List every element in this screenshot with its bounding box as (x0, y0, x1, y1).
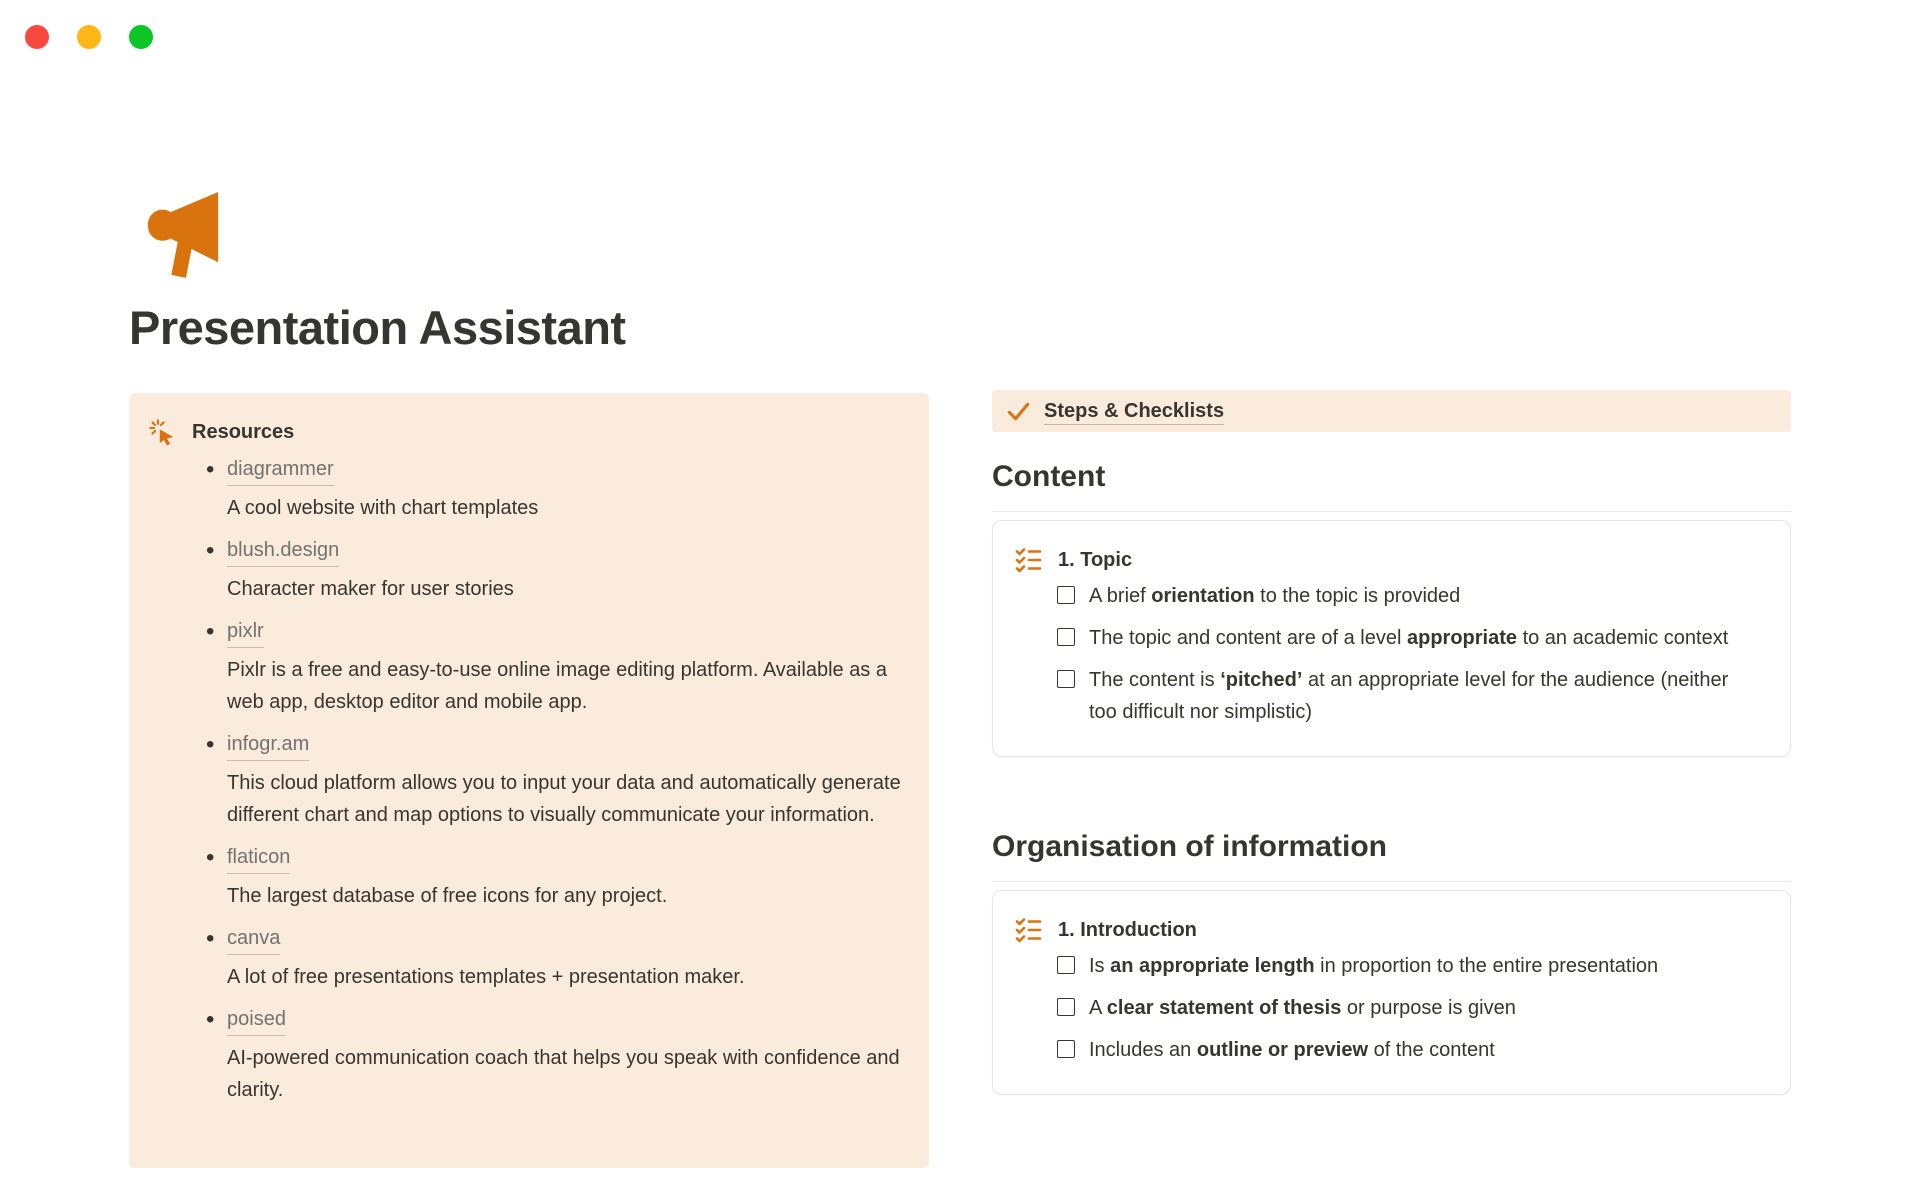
checklist-card (992, 520, 1791, 757)
page-title: Presentation Assistant (129, 301, 626, 354)
steps-checklists-label: Steps & Checklists (1044, 398, 1224, 425)
checklists-column (992, 390, 1791, 1095)
resource-item (205, 728, 901, 831)
resource-item (205, 453, 901, 524)
resource-link[interactable]: flaticon (227, 841, 290, 874)
checklist-item-text: A brief orientation to the topic is provided (1089, 585, 1461, 607)
checklist-item-text: Includes an outline or preview of the content (1089, 1039, 1495, 1061)
megaphone-icon[interactable] (144, 184, 222, 282)
resources-title: Resources (192, 421, 295, 443)
minimize-window-button[interactable] (77, 25, 101, 49)
checklist-card (992, 890, 1791, 1095)
checklist-card-title: 1. Topic (1058, 549, 1133, 571)
resource-description: The largest database of free icons for any project. (227, 885, 668, 907)
checkbox[interactable] (1057, 628, 1075, 646)
check-icon (1006, 399, 1031, 424)
resource-item (205, 534, 901, 605)
resource-link[interactable]: infogr.am (227, 728, 309, 761)
resource-item (205, 922, 901, 993)
resource-link[interactable]: poised (227, 1003, 286, 1036)
resource-link[interactable]: blush.design (227, 534, 339, 567)
checklist-item (1057, 1034, 1766, 1066)
resources-callout-header (149, 419, 901, 446)
resource-item (205, 1003, 901, 1106)
checklist-item-text: A clear statement of thesis or purpose is given (1089, 997, 1516, 1019)
resource-link[interactable]: canva (227, 922, 280, 955)
resources-callout (129, 393, 929, 1168)
resource-description: AI-powered communication coach that helps you speak with confidence and clarity. (227, 1047, 900, 1101)
checkbox[interactable] (1057, 998, 1075, 1016)
resource-link[interactable]: pixlr (227, 615, 264, 648)
checklist-item-text: The content is ‘pitched’ at an appropriate level for the audience (neither too difficult nor simplistic) (1089, 669, 1729, 723)
resources-list (205, 453, 901, 1106)
checkbox[interactable] (1057, 586, 1075, 604)
resource-description: This cloud platform allows you to input your data and automatically generate different chart and map options to visually communicate your information. (227, 772, 901, 826)
checklist-card-header (1015, 917, 1766, 944)
checkbox[interactable] (1057, 670, 1075, 688)
checklist-item (1057, 664, 1766, 728)
cursor-click-icon (149, 419, 176, 446)
steps-checklists-page-link[interactable] (992, 390, 1791, 432)
close-window-button[interactable] (25, 25, 49, 49)
task-list-icon (1015, 547, 1042, 574)
zoom-window-button[interactable] (129, 25, 153, 49)
checklist-item (1057, 580, 1766, 612)
checklist-items (1057, 580, 1766, 728)
checklist-card-header (1015, 547, 1766, 574)
section-heading: Organisation of information (992, 830, 1387, 863)
checklist-item-text: Is an appropriate length in proportion to the entire presentation (1089, 955, 1659, 977)
resource-item (205, 615, 901, 718)
checklist-card-title: 1. Introduction (1058, 919, 1197, 941)
section-heading: Content (992, 460, 1106, 493)
checklist-item (1057, 992, 1766, 1024)
checklist-items (1057, 950, 1766, 1066)
checklist-item (1057, 622, 1766, 654)
checklist-item-text: The topic and content are of a level appropriate to an academic context (1089, 627, 1729, 649)
checklist-sections (992, 459, 1791, 1095)
resource-link[interactable]: diagrammer (227, 453, 334, 486)
checklist-item (1057, 950, 1766, 982)
section-divider (992, 881, 1791, 882)
checkbox[interactable] (1057, 956, 1075, 974)
task-list-icon (1015, 917, 1042, 944)
resource-item (205, 841, 901, 912)
resource-description: Pixlr is a free and easy-to-use online image editing platform. Available as a web app, desktop editor and mobile app. (227, 659, 887, 713)
section-divider (992, 511, 1791, 512)
checkbox[interactable] (1057, 1040, 1075, 1058)
resource-description: A cool website with chart templates (227, 497, 539, 519)
window-controls (25, 25, 153, 49)
resource-description: Character maker for user stories (227, 578, 514, 600)
resource-description: A lot of free presentations templates + presentation maker. (227, 966, 745, 988)
